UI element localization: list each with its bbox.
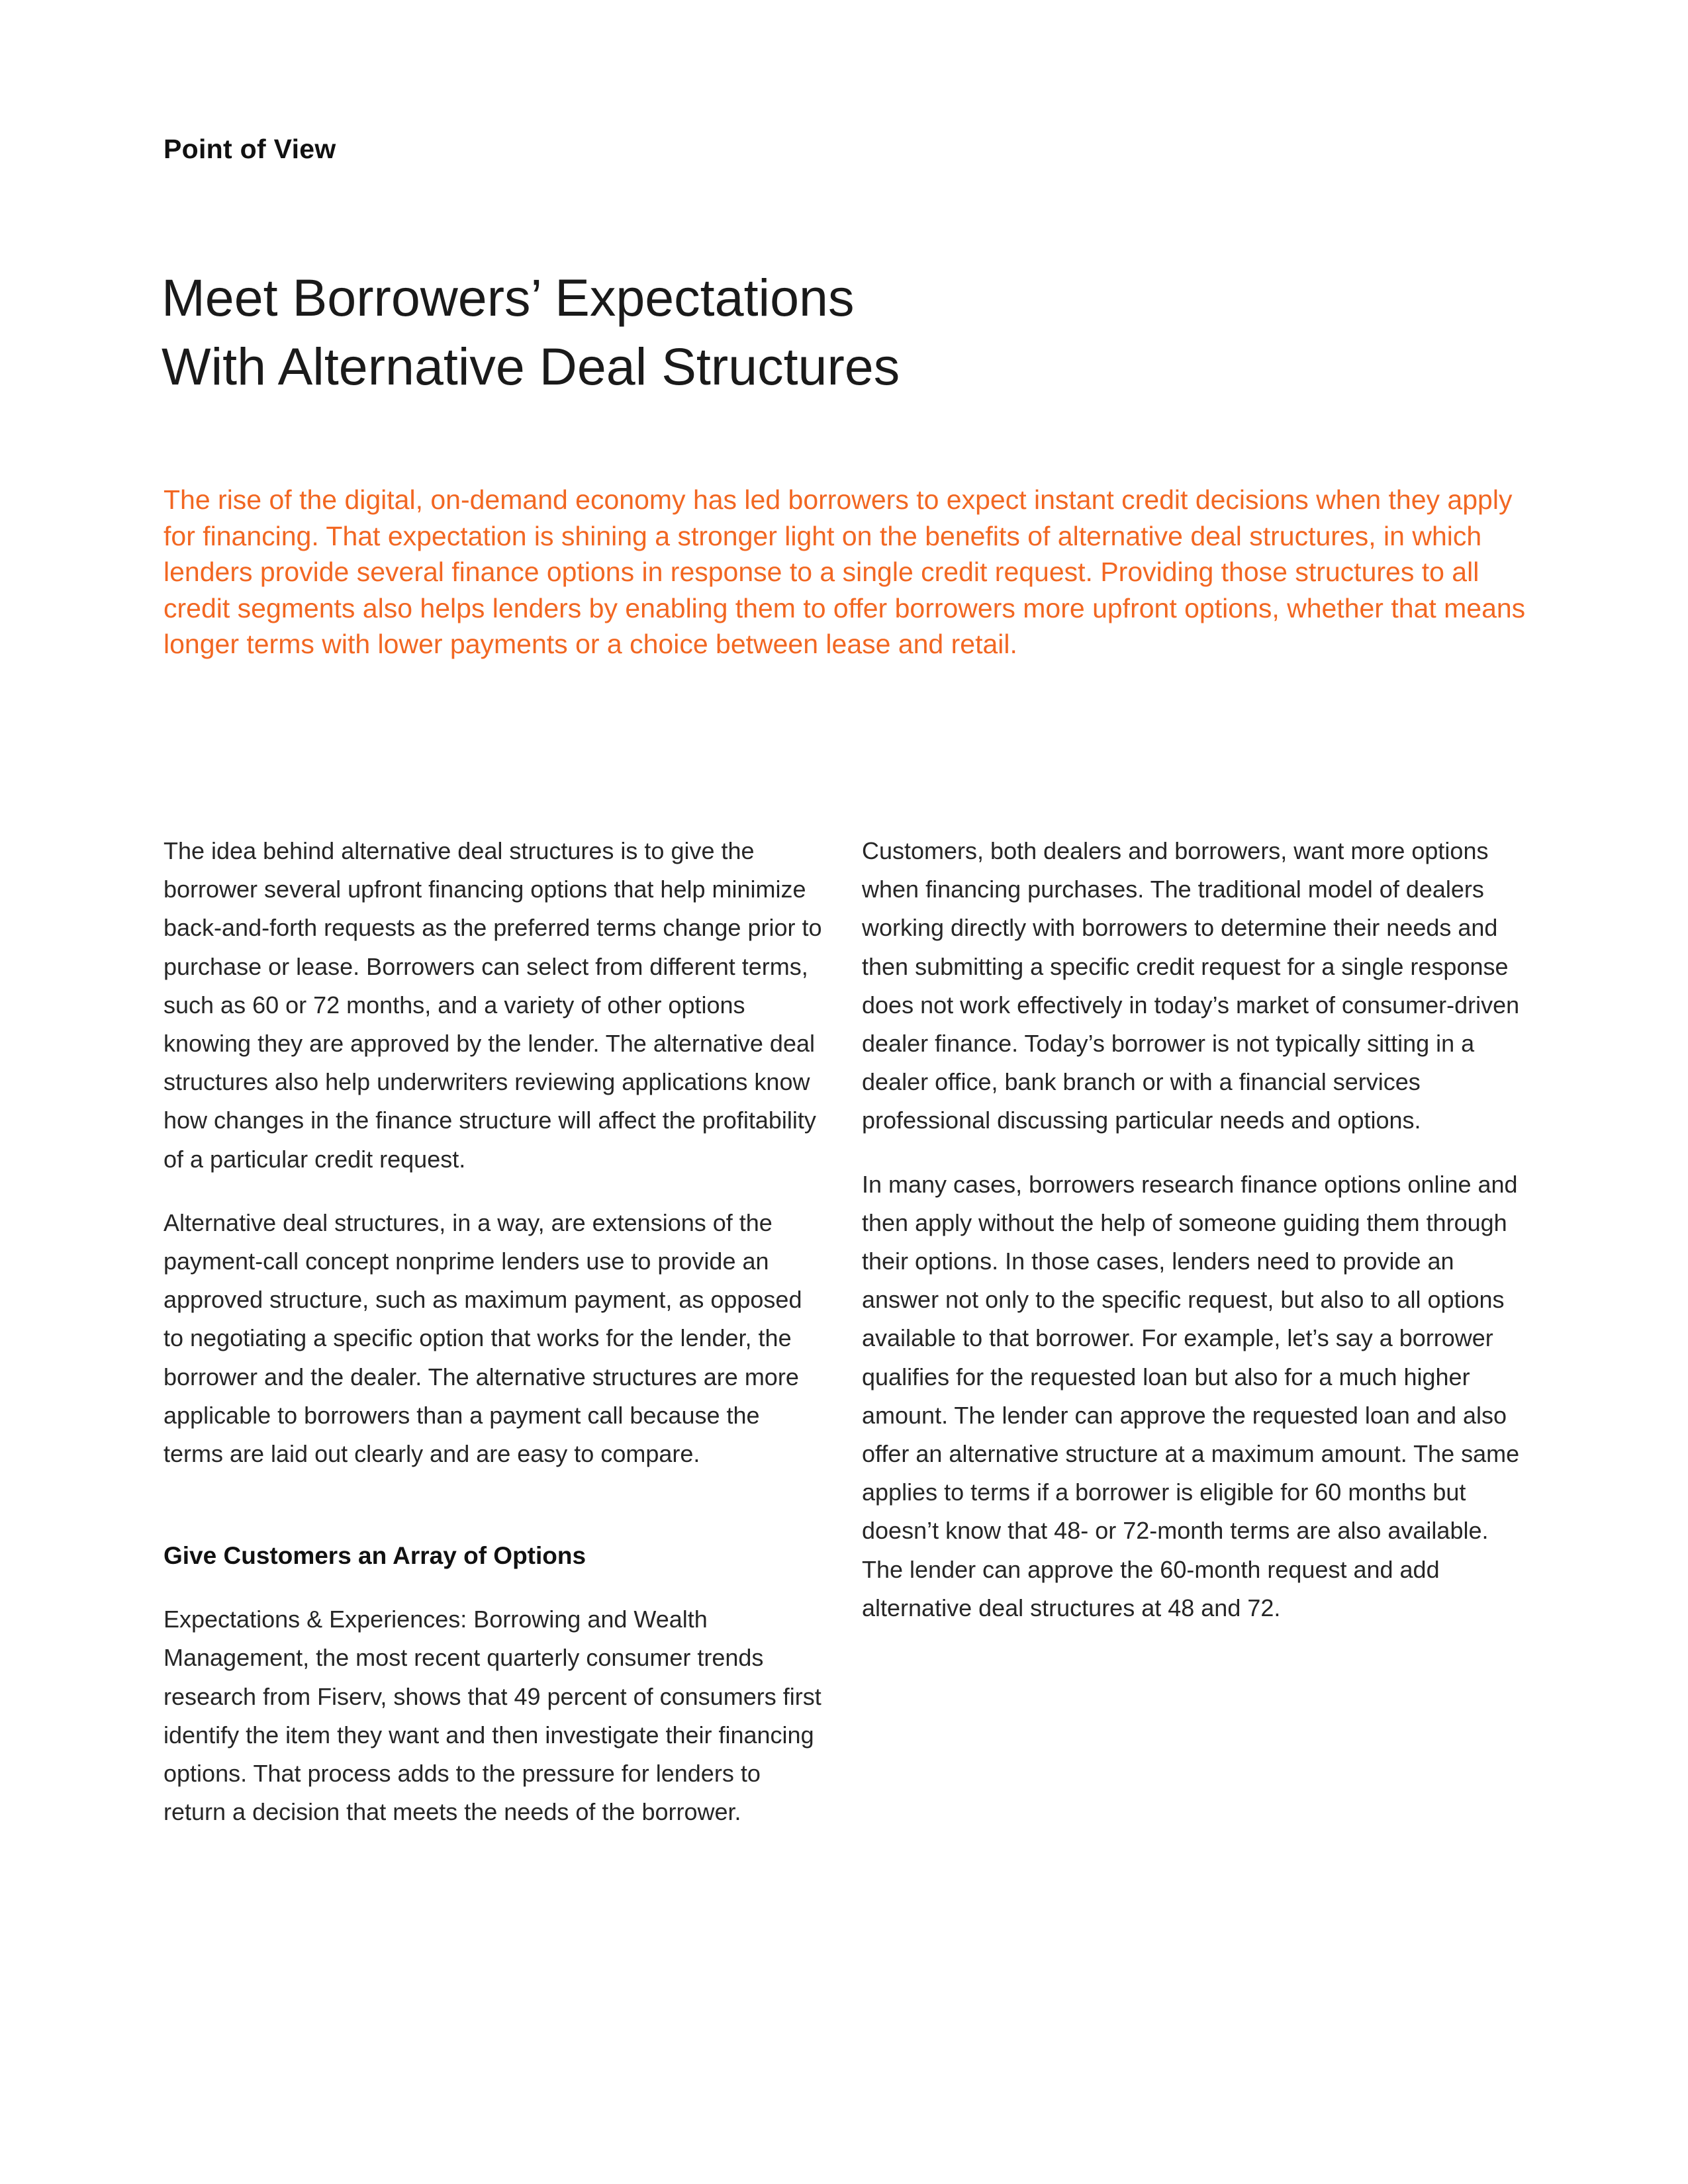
section-heading: Give Customers an Array of Options	[164, 1542, 586, 1570]
body-paragraph: The idea behind alternative deal structures is to give the borrower several upfront financing options that help minimize back-and-forth requests as the preferred terms change prior to purchase or lease. Borrowers can select from different terms, such as 60 or 72 months, and a variety of other options knowing they are approved by the lender. The alternative deal structures also help underwriters reviewing applications know how changes in the finance structure will affect the profitability of a particular credit request.	[164, 837, 822, 1173]
document-eyebrow: Point of View	[164, 134, 336, 164]
fiserv-logo	[1281, 154, 1526, 286]
left-column	[164, 832, 825, 1831]
intro-paragraph: The rise of the digital, on-demand economy has led borrowers to expect instant credit decisions when they apply for financing. That expectation is shining a stronger light on the benefits of alternative deal structures, in which lenders provide several finance options in response to a single credit request. Providing those structures to all credit segments also helps lenders by enabling them to offer borrowers more upfront options, whether that means longer terms with lower payments or a choice between lease and retail.	[164, 484, 1526, 659]
page-title-line-2: With Alternative Deal Structures	[162, 337, 900, 396]
body-paragraph: Expectations & Experiences: Borrowing and Wealth Management, the most recent quarterly consumer trends research from Fiserv, shows that 49 percent of consumers first identify the item they want and then investigate their financing options. That process adds to the pressure for lenders to return a decision that meets the needs of the borrower.	[164, 1606, 821, 1826]
page-title-line-1: Meet Borrowers’ Expectations	[162, 268, 855, 327]
body-paragraph: Customers, both dealers and borrowers, want more options when financing purchases. The traditional model of dealers working directly with borrowers to determine their needs and then submitting a specific credit request for a single response does not work effectively in today’s market of consumer-driven dealer finance. Today’s borrower is not typically sitting in a dealer office, bank branch or with a financial services professional discussing particular needs and options.	[862, 837, 1520, 1134]
body-paragraph: Alternative deal structures, in a way, are extensions of the payment-call concept nonprime lenders use to provide an approved structure, such as maximum payment, as opposed to negotiating a specific option that works for the lender, the borrower and the dealer. The alternative structures are more applicable to borrowers than a payment call because the terms are laid out clearly and are easy to compare.	[164, 1208, 802, 1468]
page-title	[162, 263, 1287, 401]
body-paragraph: In many cases, borrowers research finance options online and then apply without the help of someone guiding them through their options. In those cases, lenders need to provide an answer not only to the specific request, but also to all options available to that borrower. For example, let’s say a borrower qualifies for the requested loan but also for a much higher amount. The lender can approve the requested loan and also offer an alternative structure at a maximum amount. The same applies to terms if a borrower is eligible for 60 months but doesn’t know that 48- or 72-month terms are also available. The lender can approve the 60-month request and add alternative deal structures at 48 and 72.	[862, 1170, 1520, 1621]
right-column	[862, 832, 1530, 1627]
